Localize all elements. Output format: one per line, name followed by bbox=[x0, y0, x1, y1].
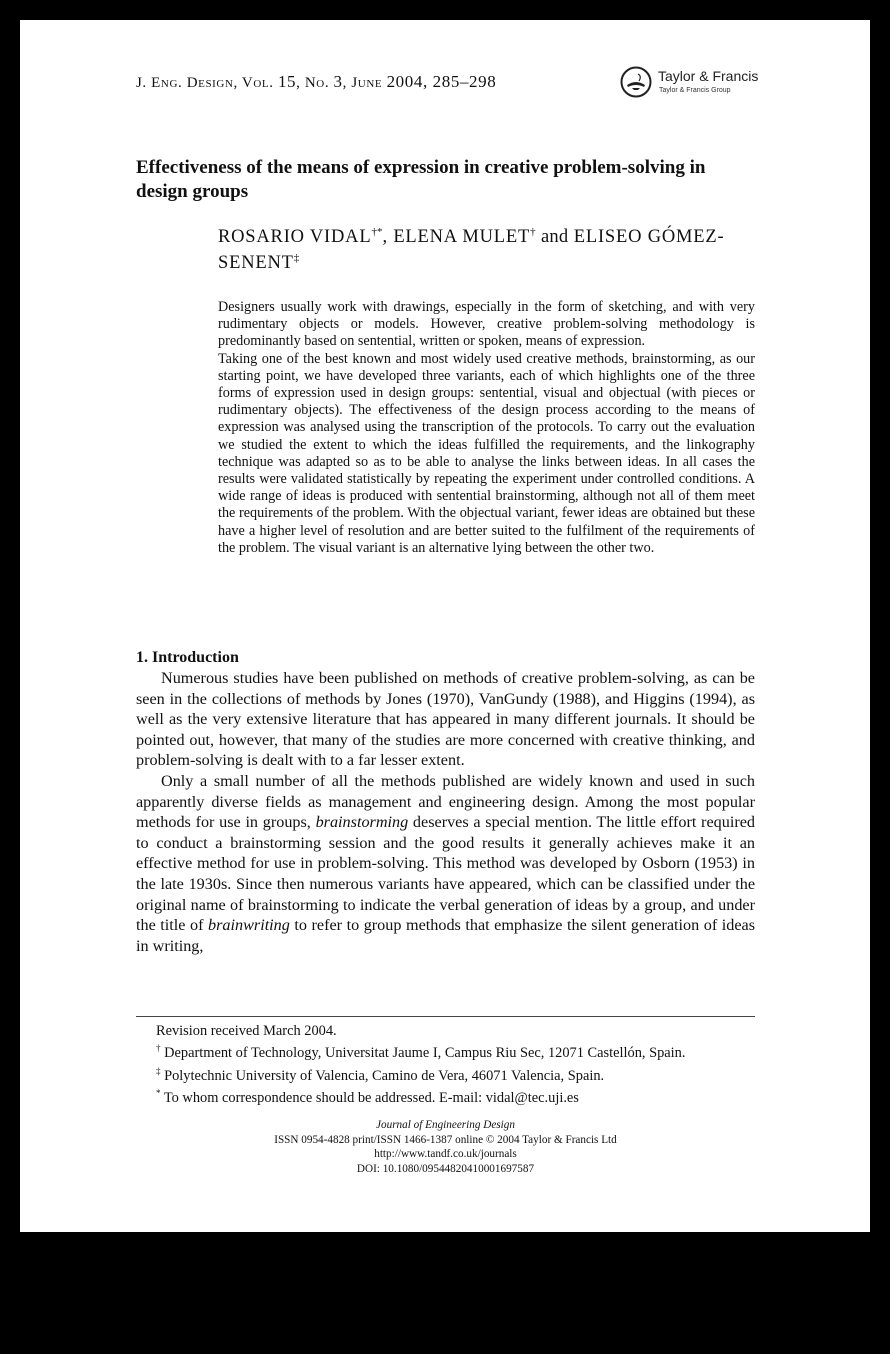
journal-doi: DOI: 10.1080/09544820410001697587 bbox=[356, 1162, 535, 1175]
section-body bbox=[136, 668, 755, 956]
abstract-paragraph: Designers usually work with drawings, especially in the form of sketching, and with very rudimentary objects or models. However, creative problem-solving methodology is predominantly based on sentential, written or spoken, means of expression. bbox=[218, 299, 755, 350]
publisher-lamp-icon bbox=[620, 66, 652, 98]
article-title: Effectiveness of the means of expression in creative problem-solving in design groups bbox=[136, 157, 706, 202]
paragraph-text: deserves a special mention. The little effort required to conduct a brainstorming session and the good results it generally achieves make it an effective method for use in problem-solving. This method was developed by Osborn (1953) in the late 1930s. Since then numerous variants have appeared, which can be classified under the original name of brainstorming to indicate the verbal generation of ideas by a group, and under the title of bbox=[136, 813, 755, 935]
italic-term: brainstorming bbox=[315, 813, 409, 832]
publisher-logo bbox=[620, 66, 780, 100]
footnote bbox=[156, 1040, 776, 1062]
paper-page bbox=[20, 20, 870, 1232]
author-name: ROSARIO VIDAL bbox=[218, 227, 372, 248]
footnote-mark: ‡ bbox=[156, 1065, 161, 1076]
footnote bbox=[156, 1085, 776, 1107]
author-name: ELENA MULET bbox=[393, 227, 531, 248]
body-paragraph bbox=[136, 771, 755, 956]
paragraph-text: to refer to group methods that emphasize the silent generation of ideas in writing, bbox=[136, 916, 755, 955]
author-affiliation-marks: † bbox=[530, 226, 536, 238]
footnotes bbox=[156, 1023, 776, 1107]
issue-month: , June bbox=[342, 75, 383, 91]
journal-issn: ISSN 0954-4828 print/ISSN 1466-1387 online © 2004 Taylor & Francis Ltd bbox=[274, 1133, 617, 1146]
author-list bbox=[218, 222, 738, 274]
author-separator: , bbox=[382, 227, 388, 248]
abstract-paragraph: Taking one of the best known and most widely used creative methods, brainstorming, as our starting point, we have developed three variants, each of which highlights one of the three forms of expression used in design groups: sentential, visual and objectual (with pieces or rudimentary objects). The effectiveness of the design process according to the means of expression was analysed using the transcription of the protocols. To carry out the evaluation we studied the extent to which the ideas fulfilled the requirements, and the linkography technique was adapted so as to be able to analyse the links between ideas. In all cases the results were validated statistically by repeating the experiment under controlled conditions. A wide range of ideas is produced with sentential brainstorming, although not all of them meet the requirements of the problem. With the objectual variant, fewer ideas are obtained but these have a higher level of resolution and are better suited to the fulfilment of the requirements of the problem. The visual variant is an alternative lying between the other two. bbox=[218, 350, 755, 556]
footnote-text: To whom correspondence should be addressed. E-mail: vidal@tec.uji.es bbox=[163, 1089, 579, 1106]
journal-name: Journal of Engineering Design bbox=[376, 1119, 515, 1131]
issue-number: 3 bbox=[333, 72, 343, 91]
year-pages: 2004, 285–298 bbox=[386, 72, 497, 91]
author-affiliation-marks: ‡ bbox=[293, 252, 300, 265]
footnote-text: Department of Technology, Universitat Jaume I, Campus Riu Sec, 12071 Castellón, Spain. bbox=[164, 1045, 686, 1062]
author-conjunction: and bbox=[541, 227, 569, 248]
journal-url: http://www.tandf.co.uk/journals bbox=[374, 1148, 517, 1161]
footnote-divider bbox=[136, 1016, 755, 1017]
footnote-mark: † bbox=[156, 1043, 161, 1054]
italic-term: brainwriting bbox=[208, 916, 290, 935]
body-paragraph: Numerous studies have been published on methods of creative problem-solving, as can be seen in the collections of methods by Jones (1970), VanGundy (1988), and Higgins (1994), as well as the very extensive literature that has appeared in many different journals. It should be pointed out, however, that many of the studies are more concerned with creative thinking, and problem-solving is dealt with to a far lesser extent. bbox=[136, 669, 755, 770]
volume-number: 15 bbox=[277, 72, 297, 91]
footnote bbox=[156, 1063, 776, 1085]
author-name: ELISEO GÓMEZ-SENENT bbox=[218, 227, 725, 274]
author-affiliation-marks: †* bbox=[371, 226, 383, 238]
abstract bbox=[218, 299, 755, 557]
running-head bbox=[136, 72, 496, 92]
publisher-name: Taylor & Francis bbox=[658, 68, 759, 84]
revision-note: Revision received March 2004. bbox=[156, 1023, 337, 1039]
footnote-mark: * bbox=[156, 1087, 161, 1098]
publisher-group: Taylor & Francis Group bbox=[659, 87, 731, 94]
journal-info bbox=[136, 1118, 755, 1176]
section-heading: 1. Introduction bbox=[136, 649, 239, 666]
paragraph-text: Only a small number of all the methods published are widely known and used in such apparently diverse fields as management and engineering design. Among the most popular methods for use in groups, bbox=[136, 771, 755, 832]
journal-abbrev: J. Eng. Design, Vol. bbox=[136, 75, 274, 91]
issue-label: , No. bbox=[296, 75, 330, 91]
footnote-text: Polytechnic University of Valencia, Camino de Vera, 46071 Valencia, Spain. bbox=[164, 1067, 605, 1084]
